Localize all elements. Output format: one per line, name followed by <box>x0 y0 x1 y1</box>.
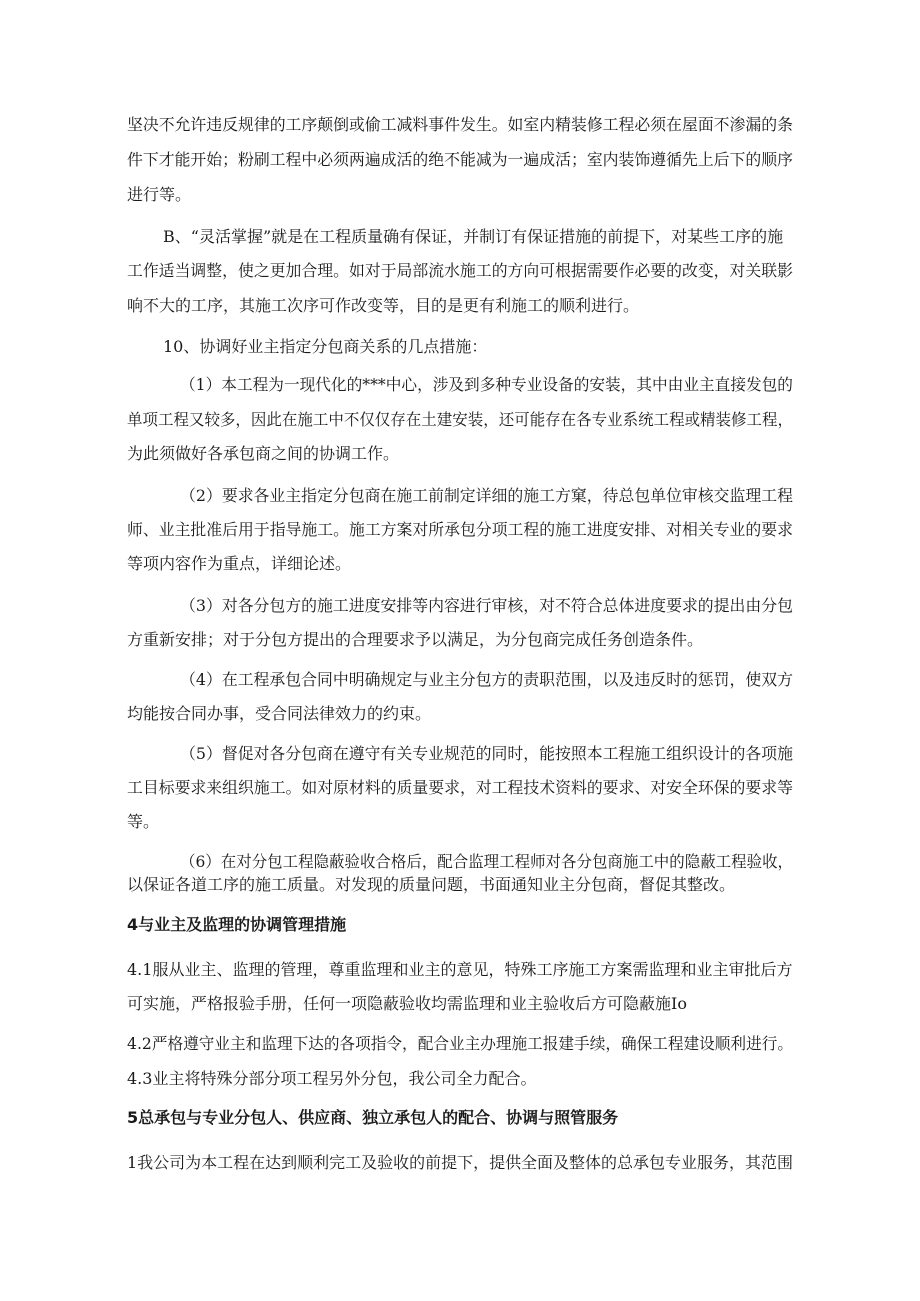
list-item-text: （5）督促对各分包商在遵守有关专业规范的同时，能按照本工程施工组织设计的各项施 <box>180 744 793 763</box>
list-item-text: 等项内容作为重点，详细论述。 <box>127 554 352 573</box>
list-item-text: 为此须做好各承包商之间的协调工作。 <box>127 444 400 463</box>
list-item-text: 师、业主批准后用于指导施工。施工方案对所承包分项工程的施工进度安排、对相关专业的要求 <box>127 520 793 539</box>
section-heading-4: 4与业主及监理的协调管理措施 <box>127 915 347 934</box>
paragraph-text: 响不大的工序，其施工次序可作改变等，目的是更有利施工的顺利进行。 <box>127 296 640 315</box>
list-item-text: （1）本工程为一现代化的***中心，涉及到多种专业设备的安装，其中由业主直接发包的 <box>180 375 793 394</box>
paragraph-text: 件下才能开始；粉刷工程中必须两遍成活的绝不能减为一遍成活；室内装饰遵循先上后下的顺序 <box>127 150 793 169</box>
list-item-text: 方重新安排；对于分包方提出的合理要求予以满足，为分包商完成任务创造条件。 <box>127 630 704 649</box>
list-item-text: 单项工程又较多，因此在施工中不仅仅存在土建安装，还可能存在各专业系统工程或精装修工程， <box>127 410 793 429</box>
section-heading-5: 5总承包与专业分包人、供应商、独立承包人的配合、协调与照管服务 <box>127 1108 619 1127</box>
paragraph-text: B、“灵活掌握”就是在工程质量确有保证，并制订有保证措施的前提下，对某些工序的施 <box>163 227 784 246</box>
list-item-text: 工目标要求来组织施工。如对原材料的质量要求，对工程技术资料的要求、对安全环保的要求等 <box>127 778 793 797</box>
list-item-text: 以保证各道工序的施工质量。对发现的质量问题，书面通知业主分包商，督促其整改。 <box>127 875 736 894</box>
list-item-text: （3）对各分包方的施工进度安排等内容进行审核，对不符合总体进度要求的提出由分包 <box>180 596 793 615</box>
list-item-text: 4.1服从业主、监理的管理，尊重监理和业主的意见，特殊工序施工方案需监理和业主审批后方 <box>127 960 793 979</box>
list-item-text: 4.2严格遵守业主和监理下达的各项指令，配合业主办理施工报建手续，确保工程建设顺利进行。 <box>127 1034 793 1053</box>
list-item-text: （2）要求各业主指定分包商在施工前制定详细的施工方窠，待总包单位审核交监理工程 <box>180 486 793 505</box>
list-item-text: 可实施，严格报验手册，任何一项隐蔽验收均需监理和业主验收后方可隐蔽施Io <box>127 994 687 1013</box>
section-title: 10、协调好业主指定分包商关系的几点措施： <box>163 337 488 356</box>
paragraph-text: 进行等。 <box>127 185 192 204</box>
list-item-text: 均能按合同办事，受合同法律效力的约束。 <box>127 704 432 723</box>
paragraph-text: 工作适当调整，使之更加合理。如对于局部流水施工的方向可根据需要作必要的改变，对关联影 <box>127 261 793 280</box>
list-item-text: （4）在工程承包合同中明确规定与业主分包方的责职范围，以及违反时的惩罚，使双方 <box>180 670 793 689</box>
list-item-text: （6）在对分包工程隐蔽验收合格后，配合监理工程师对各分包商施工中的隐蔽工程验收， <box>180 852 794 871</box>
list-item-text: 4.3业主将特殊分部分项工程另外分包，我公司全力配合。 <box>127 1069 537 1088</box>
list-item-text: 等。 <box>127 812 160 831</box>
list-item-text: 1我公司为本工程在达到顺利完工及验收的前提下，提供全面及整体的总承包专业服务，其范围 <box>127 1153 793 1172</box>
paragraph-text: 坚决不允许违反规律的工序颠倒或偷工减料事件发生。如室内精装修工程必须在屋面不渗漏的条 <box>127 115 793 134</box>
